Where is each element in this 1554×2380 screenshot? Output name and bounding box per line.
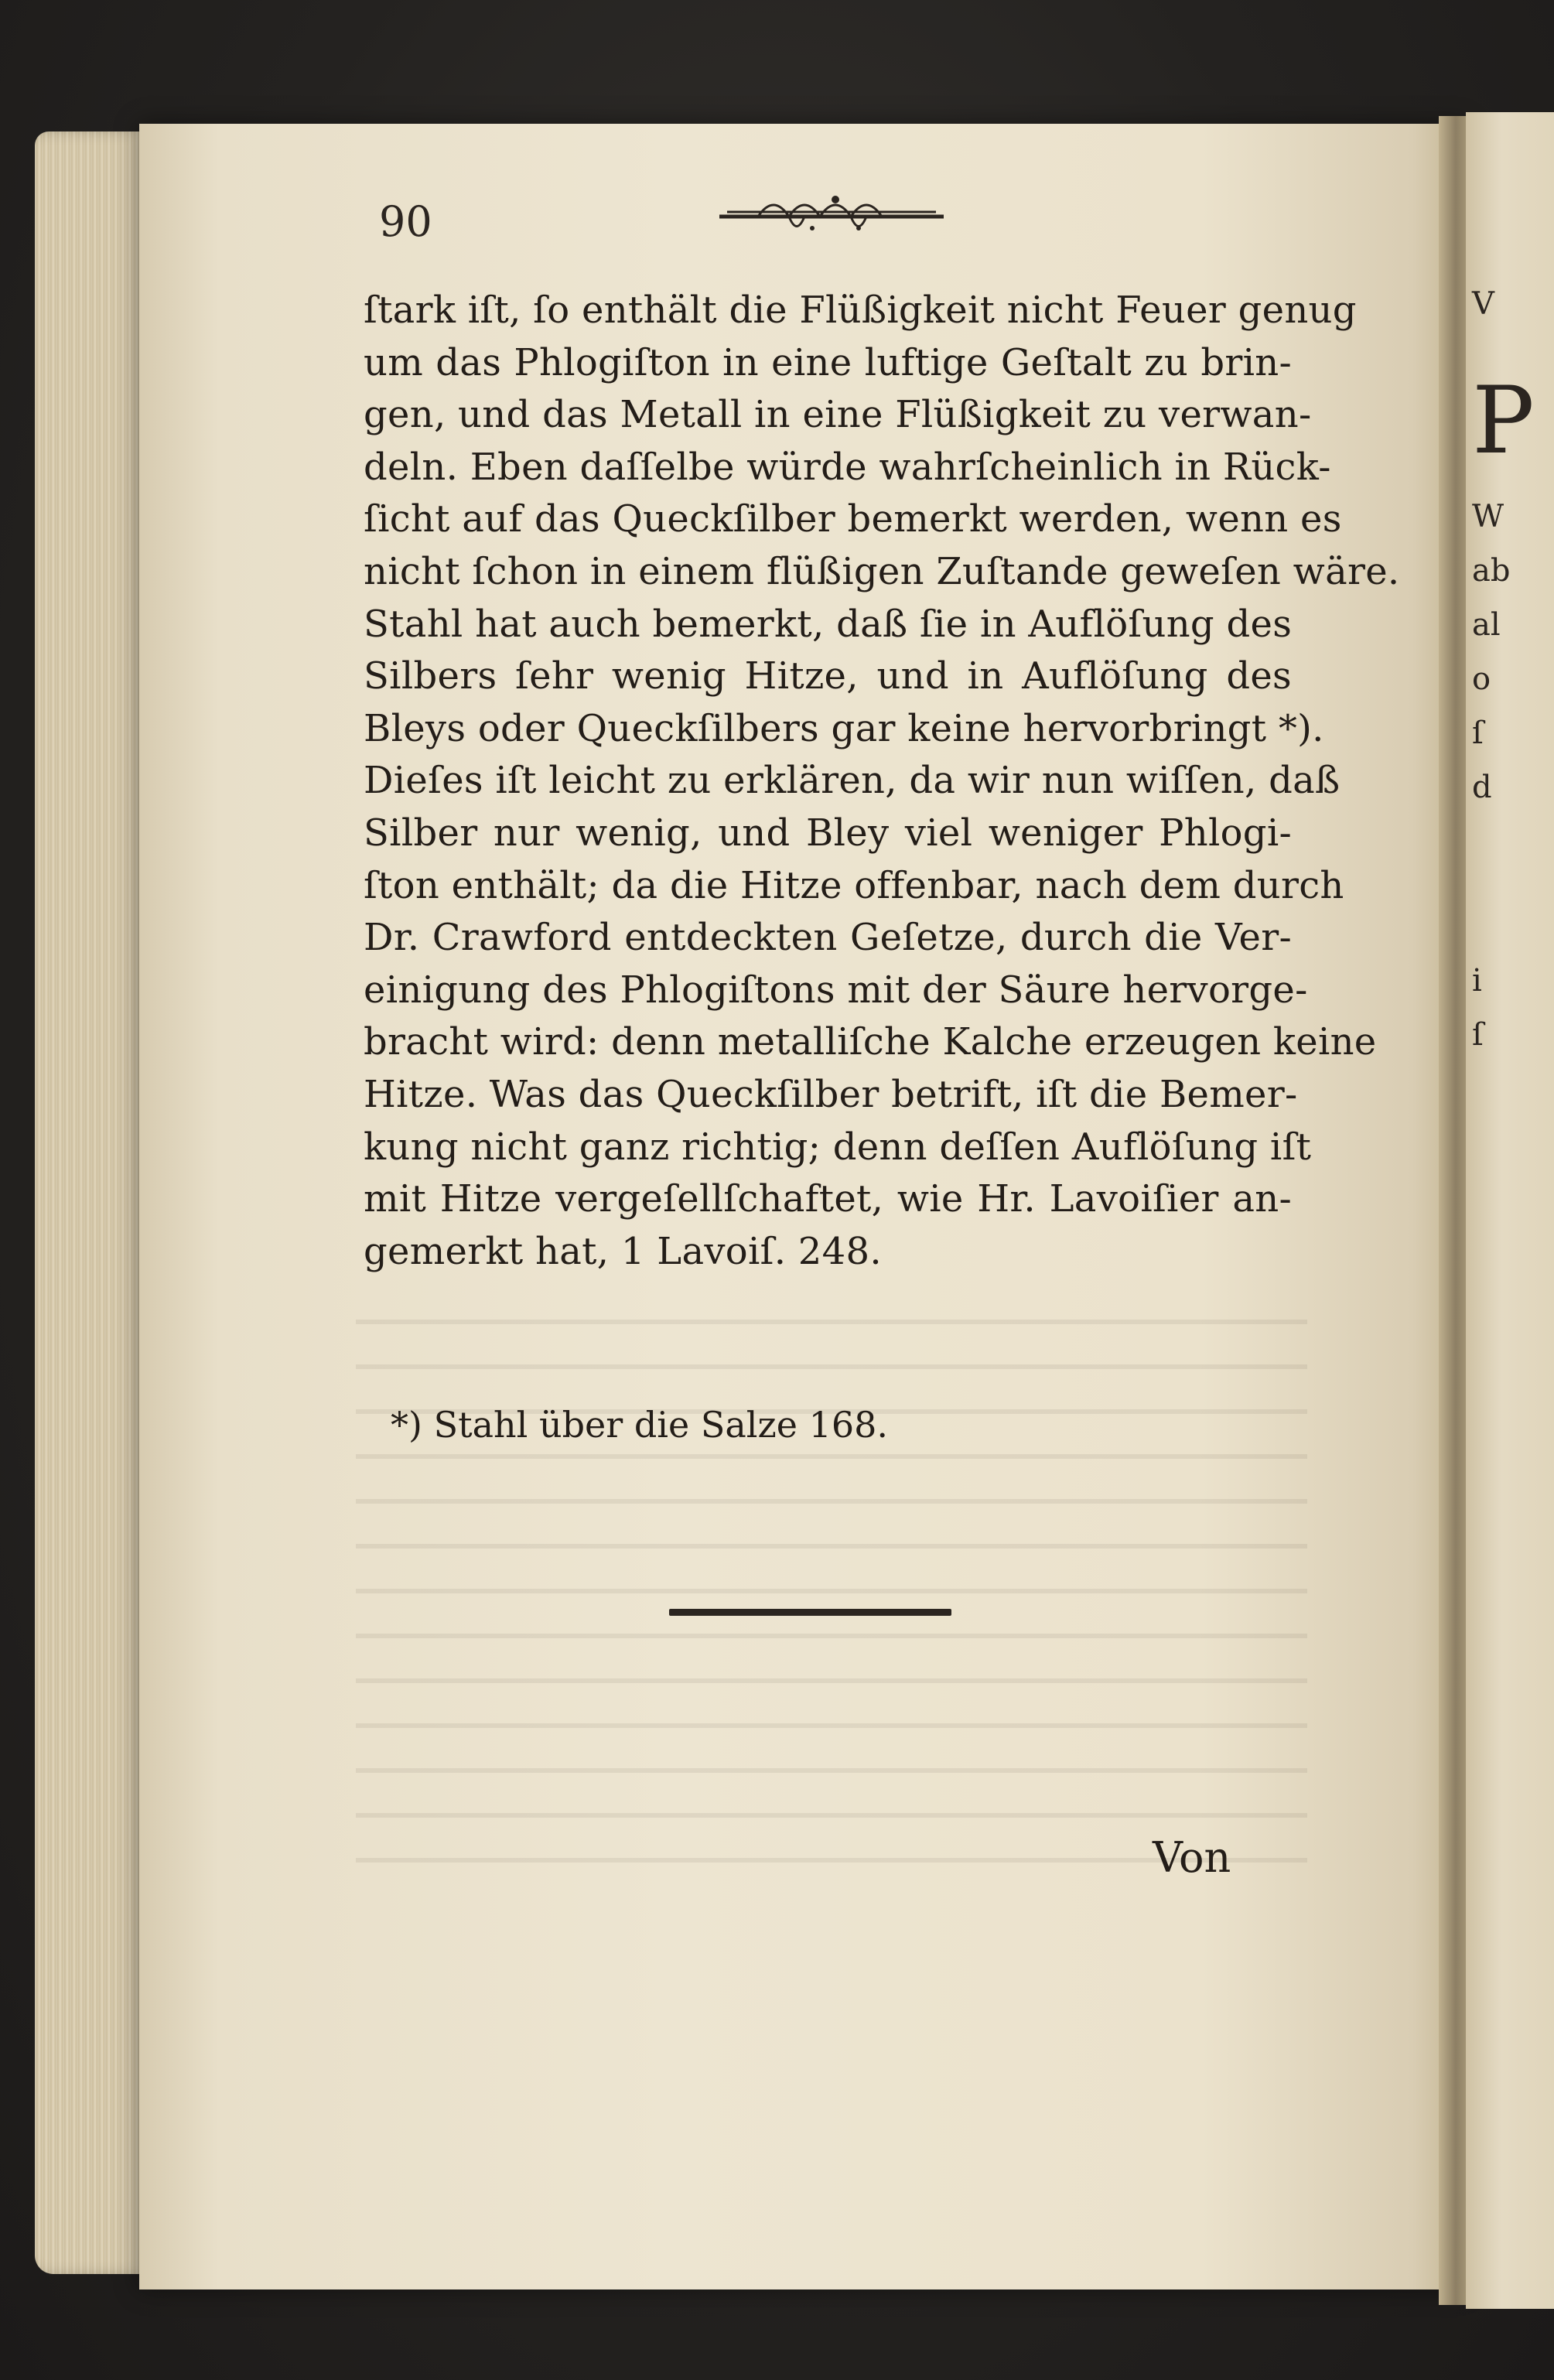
facing-fragment: d [1472,770,1492,805]
facing-fragment: P [1472,367,1535,475]
text-line: um das Phlogiſton in eine luftige Geſtalt zu brin- [364,340,1292,384]
text-line: ſicht auf das Queckſilber bemerkt werden, wenn es [364,497,1342,541]
facing-fragment: i [1472,963,1482,999]
text-line: mit Hitze vergeſellſchaftet, wie Hr. Lavoiſier an- [364,1177,1292,1221]
text-line: Bleys oder Queckſilbers gar keine hervorbringt *). [364,706,1324,750]
text-line: Silbers ſehr wenig Hitze, und in Auflöſung des [364,654,1292,698]
book-gutter [1439,116,1470,2305]
section-divider [669,1609,951,1616]
text-line: bracht wird: denn metalliſche Kalche erzeugen keine [364,1020,1377,1064]
text-line: Dieſes iſt leicht zu erklären, da wir nun wiſſen, daß [364,759,1341,803]
facing-fragment: W [1472,499,1504,534]
text-line: kung nicht ganz richtig; denn deſſen Auflöſung iſt [364,1125,1312,1169]
facing-fragment: V [1472,286,1494,322]
text-line: nicht ſchon in einem flüßigen Zuſtande geweſen wäre. [364,549,1400,593]
facing-fragment: ab [1472,553,1511,589]
page-edges [35,131,151,2274]
header-ornament-icon [712,186,959,240]
page-number: 90 [379,197,432,246]
text-line: gen, und das Metall in eine Flüßigkeit zu verwan- [364,393,1312,437]
text-line: Dr. Crawford entdeckten Geſetze, durch die Ver- [364,916,1292,960]
text-line: deln. Eben daſſelbe würde wahrſcheinlich in Rück- [364,445,1331,489]
text-line: Silber nur wenig, und Bley viel weniger Phlogi- [364,811,1292,855]
text-line: ſtark iſt, ſo enthält die Flüßigkeit nicht Feuer genug [364,289,1357,332]
facing-fragment: o [1472,661,1491,697]
main-text [364,285,1400,1278]
facing-fragment: ſ [1472,715,1484,751]
text-line: ſton enthält; da die Hitze offenbar, nach dem durch [364,863,1344,907]
facing-fragment: al [1472,607,1501,643]
catchword: Von [1153,1833,1231,1882]
text-line: gemerkt hat, 1 Lavoiſ. 248. [364,1229,882,1273]
text-line: einigung des Phlogiſtons mit der Säure hervorge- [364,968,1308,1012]
text-line: Stahl hat auch bemerkt, daß ſie in Auflöſung des [364,602,1293,646]
bleed-through-shadow [356,1284,1307,1903]
text-line: Hitze. Was das Queckſilber betrift, iſt die Bemer- [364,1072,1298,1116]
footnote: *) Stahl über die Salze 168. [391,1404,889,1446]
book-page-right-partial [1466,112,1554,2309]
facing-fragment: ſ [1472,1017,1484,1053]
